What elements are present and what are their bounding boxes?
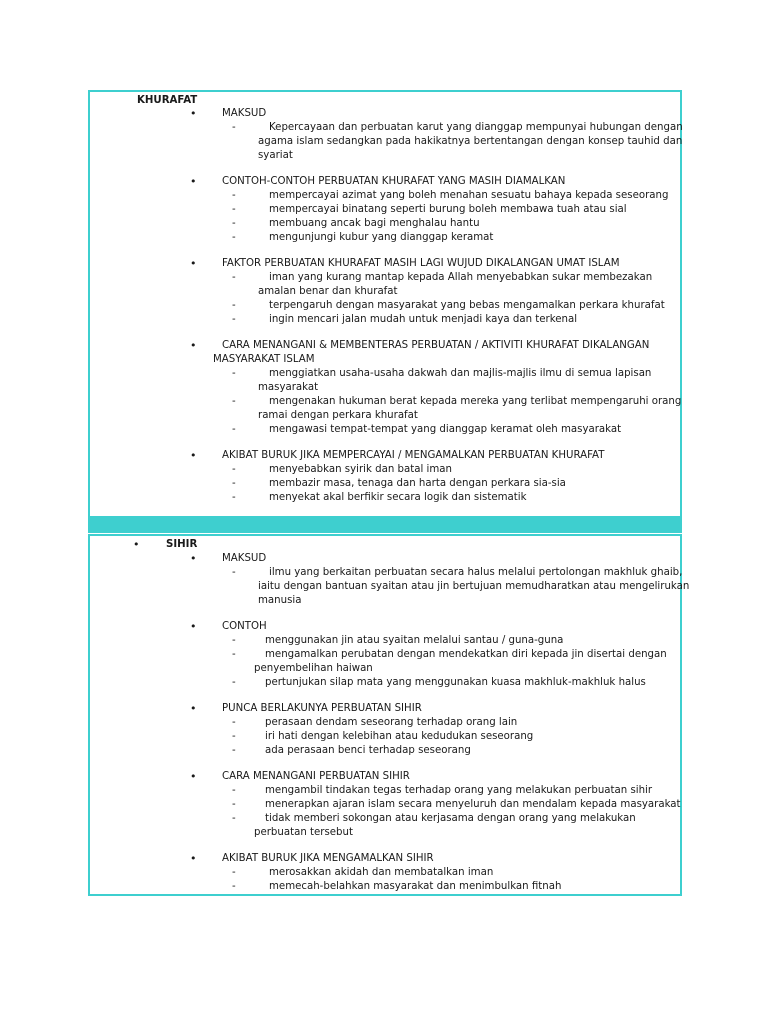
section-heading: FAKTOR PERBUATAN KHURAFAT MASIH LAGI WUJUD DIKALANGAN UMAT ISLAM [222, 258, 620, 269]
item-text: membazir masa, tenaga dan harta dengan perkara sia-sia [269, 478, 566, 489]
khurafat-title: KHURAFAT [137, 95, 198, 106]
item-text: membuang ancak bagi menghalau hantu [269, 218, 480, 229]
bullet: • [190, 175, 197, 188]
item-text: mengunjungi kubur yang dianggap keramat [269, 232, 494, 243]
section-heading: CONTOH-CONTOH PERBUATAN KHURAFAT YANG MASIH DIAMALKAN [222, 176, 566, 187]
dash: - [232, 314, 236, 325]
dash: - [232, 785, 236, 796]
dash: - [232, 204, 236, 215]
item-text: menggunakan jin atau syaitan melalui santau / guna-guna [265, 635, 564, 646]
item-text: ingin mencari jalan mudah untuk menjadi kaya dan terkenal [269, 314, 578, 325]
item-text: terpengaruh dengan masyarakat yang bebas mengamalkan perkara khurafat [269, 300, 665, 311]
item-text: mengawasi tempat-tempat yang dianggap keramat oleh masyarakat [269, 424, 622, 435]
item-text: perbuatan tersebut [254, 827, 353, 838]
item-text: menyekat akal berfikir secara logik dan sistematik [269, 492, 527, 503]
section-heading-cont: MASYARAKAT ISLAM [213, 354, 315, 365]
bullet: • [190, 449, 197, 462]
item-text: menyebabkan syirik dan batal iman [269, 464, 452, 475]
item-text: menggiatkan usaha-usaha dakwah dan majlis-majlis ilmu di semua lapisan [269, 368, 652, 379]
item-text: iri hati dengan kelebihan atau kedudukan seseorang [265, 731, 534, 742]
item-text: mengambil tindakan tegas terhadap orang yang melakukan perbuatan sihir [265, 785, 653, 796]
item-text: mempercayai binatang seperti burung boleh membawa tuah atau sial [269, 204, 627, 215]
bullet: • [190, 257, 197, 270]
dash: - [232, 478, 236, 489]
item-text: mengenakan hukuman berat kepada mereka yang terlibat mempengaruhi orang [269, 396, 682, 407]
item-text: iaitu dengan bantuan syaitan atau jin bertujuan memudharatkan atau mengelirukan [258, 581, 690, 592]
dash: - [232, 567, 236, 578]
dash: - [232, 635, 236, 646]
item-text: manusia [258, 595, 302, 606]
item-text: ada perasaan benci terhadap seseorang [265, 745, 471, 756]
section-divider-band [88, 518, 682, 533]
section-heading: CARA MENANGANI & MEMBENTERAS PERBUATAN / AKTIVITI KHURAFAT DIKALANGAN [222, 340, 650, 351]
item-text: perasaan dendam seseorang terhadap orang lain [265, 717, 518, 728]
dash: - [232, 881, 236, 892]
dash: - [232, 272, 236, 283]
bullet: • [190, 702, 197, 715]
bullet: • [190, 339, 197, 352]
item-text: merosakkan akidah dan membatalkan iman [269, 867, 494, 878]
item-text: mempercayai azimat yang boleh menahan sesuatu bahaya kepada seseorang [269, 190, 669, 201]
item-text: iman yang kurang mantap kepada Allah menyebabkan sukar membezakan [269, 272, 653, 283]
bullet: • [190, 770, 197, 783]
item-text: penyembelihan haiwan [254, 663, 373, 674]
dash: - [232, 300, 236, 311]
bullet: • [190, 107, 197, 120]
section-heading: AKIBAT BURUK JIKA MEMPERCAYAI / MENGAMALKAN PERBUATAN KHURAFAT [222, 450, 605, 461]
dash: - [232, 218, 236, 229]
dash: - [232, 424, 236, 435]
item-text: amalan benar dan khurafat [258, 286, 398, 297]
item-text: masyarakat [258, 382, 319, 393]
item-text: pertunjukan silap mata yang menggunakan kuasa makhluk-makhluk halus [265, 677, 646, 688]
dash: - [232, 122, 236, 133]
item-text: memecah-belahkan masyarakat dan menimbulkan fitnah [269, 881, 562, 892]
dash: - [232, 464, 236, 475]
dash: - [232, 492, 236, 503]
section-heading: AKIBAT BURUK JIKA MENGAMALKAN SIHIR [222, 853, 434, 864]
dash: - [232, 731, 236, 742]
item-text: agama islam sedangkan pada hakikatnya bertentangan dengan konsep tauhid dan [258, 136, 683, 147]
dash: - [232, 649, 236, 660]
dash: - [232, 867, 236, 878]
section-heading: CONTOH [222, 621, 267, 632]
dash: - [232, 813, 236, 824]
section-heading: MAKSUD [222, 108, 267, 119]
bullet: • [133, 538, 140, 551]
dash: - [232, 396, 236, 407]
dash: - [232, 232, 236, 243]
dash: - [232, 677, 236, 688]
item-text: Kepercayaan dan perbuatan karut yang dianggap mempunyai hubungan dengan [269, 122, 683, 133]
sihir-title: SIHIR [166, 539, 198, 550]
dash: - [232, 799, 236, 810]
dash: - [232, 190, 236, 201]
bullet: • [190, 852, 197, 865]
section-heading: PUNCA BERLAKUNYA PERBUATAN SIHIR [222, 703, 422, 714]
item-text: ramai dengan perkara khurafat [258, 410, 418, 421]
item-text: tidak memberi sokongan atau kerjasama dengan orang yang melakukan [265, 813, 636, 824]
section-heading: MAKSUD [222, 553, 267, 564]
bullet: • [190, 620, 197, 633]
dash: - [232, 717, 236, 728]
item-text: mengamalkan perubatan dengan mendekatkan diri kepada jin disertai dengan [265, 649, 667, 660]
item-text: ilmu yang berkaitan perbuatan secara halus melalui pertolongan makhluk ghaib, [269, 567, 683, 578]
item-text: syariat [258, 150, 293, 161]
section-heading: CARA MENANGANI PERBUATAN SIHIR [222, 771, 410, 782]
bullet: • [190, 552, 197, 565]
dash: - [232, 368, 236, 379]
item-text: menerapkan ajaran islam secara menyeluruh dan mendalam kepada masyarakat [265, 799, 681, 810]
dash: - [232, 745, 236, 756]
